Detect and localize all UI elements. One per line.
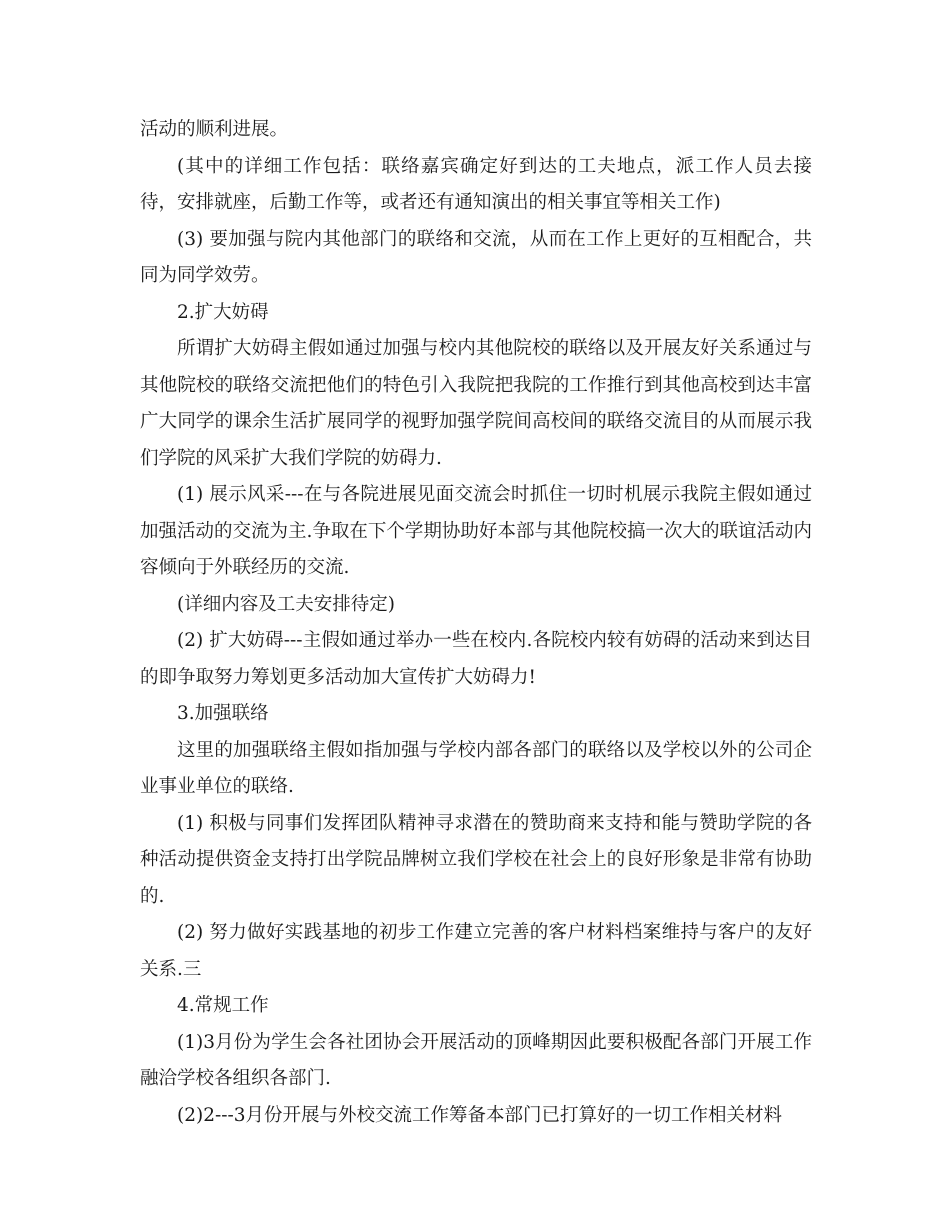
paragraph-item-1-sponsors: (1) 积极与同事们发挥团队精神寻求潜在的赞助商来支持和能与赞助学院的各种活动提供资金支持打出学院品牌树立我们学校在社会上的良好形象是非常有协助的. bbox=[140, 812, 812, 907]
paragraph-item-2-practice-base: (2) 努力做好实践基地的初步工作建立完善的客户材料档案维持与客户的友好关系.三 bbox=[140, 922, 812, 980]
paragraph-details-pending: (详细内容及工夫安排待定) bbox=[177, 593, 395, 615]
paragraph-continuation: 活动的顺利进展。 bbox=[140, 119, 289, 140]
section-heading-3: 3.加强联络 bbox=[177, 703, 269, 724]
paragraph-expand-influence: 所谓扩大妨碍主假如通过加强与校内其他院校的联络以及开展友好关系通过与其他院校的联络交流把他们的特色引入我院把我院的工作推行到其他高校到达丰富广大同学的课余生活扩展同学的视野加强学院间高校间的联络交流目的从而展示我们学院的风采扩大我们学院的妨碍力. bbox=[140, 338, 812, 469]
paragraph-item-3: (3) 要加强与院内其他部门的联络和交流，从而在工作上更好的互相配合，共同为同学效劳。 bbox=[140, 228, 812, 286]
paragraph-strengthen-contact: 这里的加强联络主假如指加强与学校内部各部门的联络以及学校以外的公司企业事业单位的联络. bbox=[140, 739, 812, 797]
paragraph-item-1-showcase: (1) 展示风采---在与各院进展见面交流会时抓住一切时机展示我院主假如通过加强活动的交流为主.争取在下个学期协助好本部与其他院校搞一次大的联谊活动内容倾向于外联经历的交流. bbox=[140, 484, 812, 578]
paragraph-item-2-feb-march: (2)2---3月份开展与外校交流工作筹备本部门已打算好的一切工作相关材料 bbox=[177, 1104, 783, 1126]
section-heading-4: 4.常规工作 bbox=[177, 995, 269, 1016]
paragraph-item-1-march: (1)3月份为学生会各社团协会开展活动的顶峰期因此要积极配各部门开展工作融洽学校各组织各部门. bbox=[140, 1031, 812, 1089]
paragraph-item-2-expand: (2) 扩大妨碍---主假如通过举办一些在校内.各院校内较有妨碍的活动来到达目的即争取努力筹划更多活动加大宣传扩大妨碍力! bbox=[140, 630, 812, 688]
paragraph-detail-work: (其中的详细工作包括：联络嘉宾确定好到达的工夫地点，派工作人员去接待，安排就座，后勤工作等，或者还有通知演出的相关事宜等相关工作) bbox=[140, 155, 812, 213]
section-heading-2: 2.扩大妨碍 bbox=[177, 301, 269, 323]
document-page bbox=[140, 112, 812, 1134]
